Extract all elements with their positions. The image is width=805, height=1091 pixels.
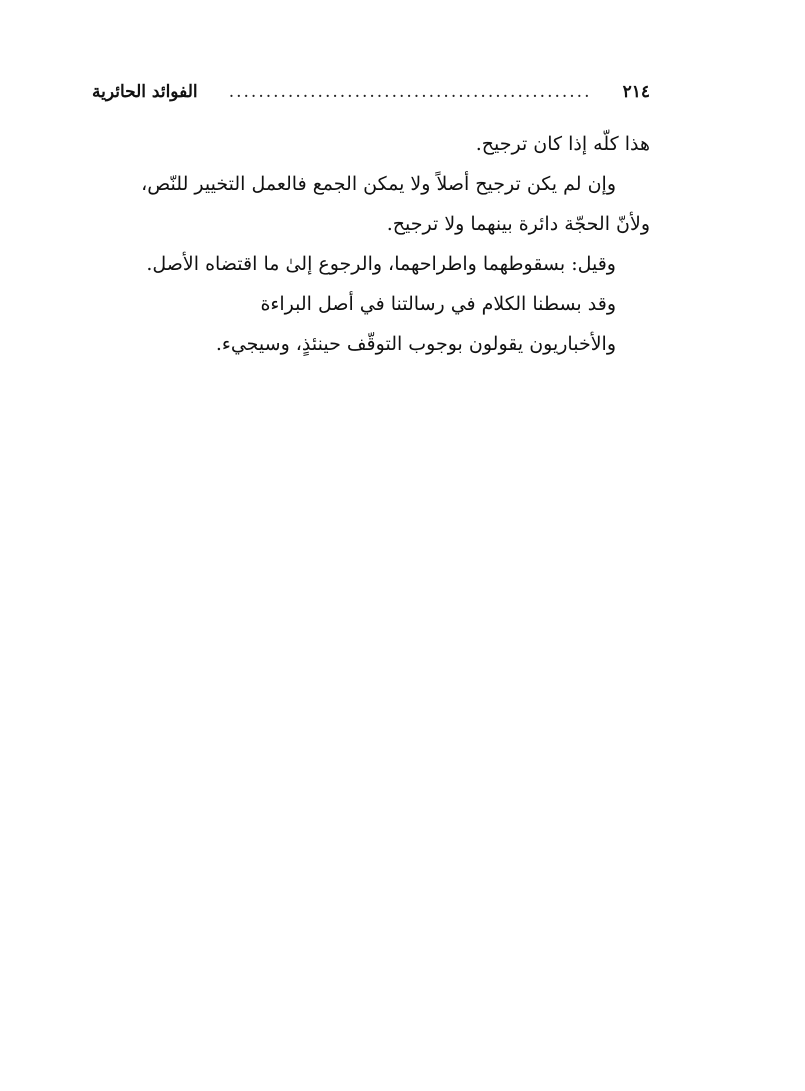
text-line: وإن لم يكن ترجيح أصلاً ولا يمكن الجمع فالعمل التخيير للنّص، [141, 173, 616, 195]
page-header [92, 82, 650, 112]
running-title: الفوائد الحائرية [92, 82, 198, 102]
text-line: وقيل: بسقوطهما واطراحهما، والرجوع إلىٰ ما اقتضاه الأصل. [146, 253, 616, 275]
header-leader-dots: ................................................. [228, 82, 592, 102]
text-line: هذا كلّه إذا كان ترجيح. [475, 133, 650, 155]
body-text [92, 124, 650, 364]
page-number: ٢١٤ [622, 82, 650, 102]
text-line: والأخباريون يقولون بوجوب التوقّف حينئذٍ، وسيجيء. [215, 333, 616, 355]
text-line: ولأنّ الحجّة دائرة بينهما ولا ترجيح. [386, 213, 650, 235]
text-line: وقد بسطنا الكلام في رسالتنا في أصل البراءة [260, 293, 616, 315]
